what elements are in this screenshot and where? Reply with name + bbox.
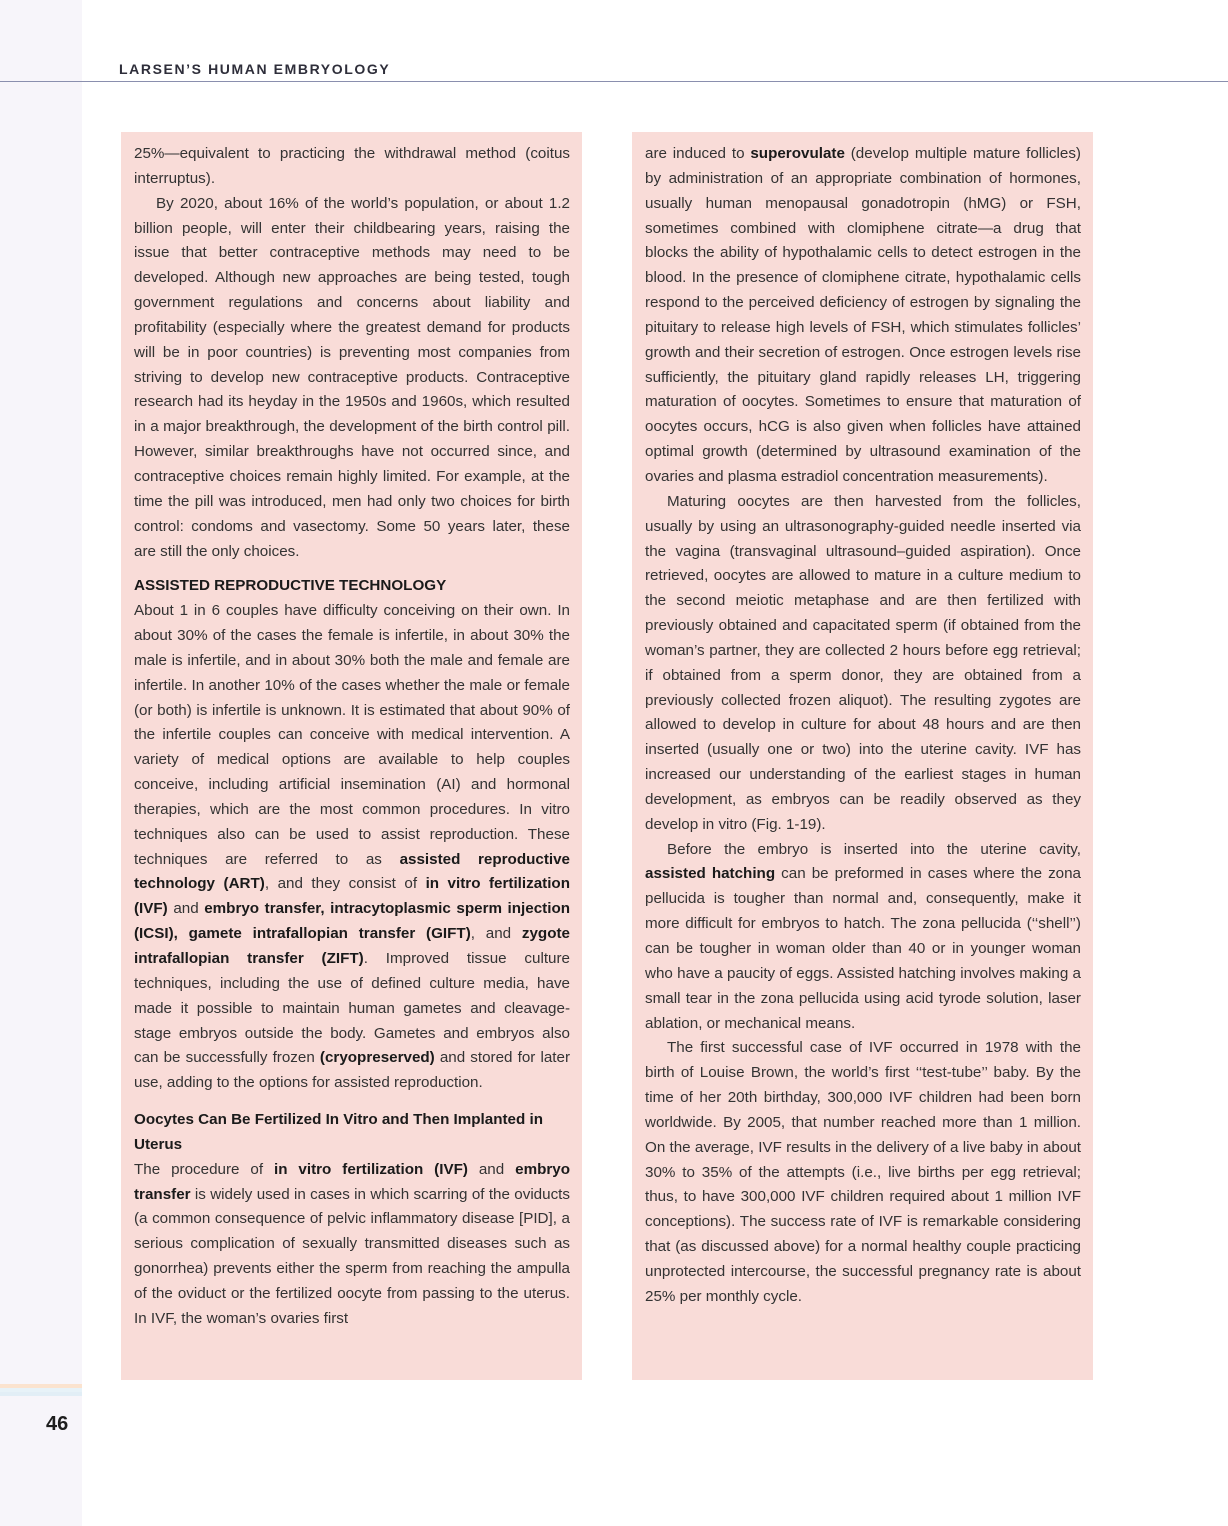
page-number: 46 xyxy=(46,1413,69,1435)
paragraph: The procedure of in vitro fertilization (IVF) and embryo transfer is widely used in cases in which scarring of the oviducts (a common consequence of pelvic inflammatory disease [PID], a serious complication of sexually transmitted diseases such as gonorrhea) prevents either the sperm from reaching the ampulla of the oviduct or the fertilized oocyte from passing to the uterus. In IVF, the woman’s ovaries first xyxy=(134,1160,571,1327)
key-term: assisted hatching xyxy=(645,865,776,883)
key-term: in vitro fertilization (IVF) xyxy=(274,1160,468,1178)
left-text-column xyxy=(121,132,582,1380)
section-heading: ASSISTED REPRODUCTIVE TECHNOLOGY xyxy=(134,577,447,595)
right-text-column xyxy=(632,132,1093,1380)
subsection-heading: Oocytes Can Be Fertilized In Vitro and Then Implanted in Uterus xyxy=(134,1111,544,1153)
page-margin-strip xyxy=(0,0,82,1526)
paragraph: are induced to superovulate (develop multiple mature follicles) by administration of an appropriate combination of hormones, usually human menopausal gonadotropin (hMG) or FSH, sometimes combined with clomiphene citrate—a drug that blocks the ability of hypothalamic cells to detect estrogen in the blood. In the presence of clomiphene citrate, hypothalamic cells respond to the perceived deficiency of estrogen by signaling the pituitary to release high levels of FSH, which stimulates follicles’ growth and their secretion of estrogen. Once estrogen levels rise sufficiently, the pituitary gland rapidly releases LH, triggering maturation of oocytes. Sometimes to ensure that maturation of oocytes occurs, hCG is also given when follicles have attained optimal growth (determined by ultrasound examination of the ovaries and plasma estradiol concentration measurements). xyxy=(645,145,1081,485)
key-term: in vitro fertilization (IVF) xyxy=(134,875,570,918)
key-term: zygote intrafallopian transfer (ZIFT) xyxy=(134,925,570,967)
paragraph: The first successful case of IVF occurred in 1978 with the birth of Louise Brown, the world’s first ‘‘test-tube’’ baby. By the time of her 20th birthday, 300,000 IVF children had been born worldwide. By 2005, that number reached more than 1 million. On the average, IVF results in the delivery of a live baby in about 30% to 35% of the attempts (i.e., live births per egg retrieval; thus, to have 300,000 IVF children required about 1 million IVF conceptions). The success rate of IVF is remarkable considering that (as discussed above) for a normal healthy couple practicing unprotected intercourse, the successful pregnancy rate is about 25% per monthly cycle. xyxy=(645,1039,1081,1305)
key-term: embryo transfer, intracytoplasmic sperm injection (ICSI), gamete intrafallopian transfer (GIFT) xyxy=(134,900,570,943)
paragraph: Maturing oocytes are then harvested from the follicles, usually by using an ultrasonography-guided needle inserted via the vagina (transvaginal ultrasound–guided aspiration). Once retrieved, oocytes are allowed to mature in a culture medium to the second meiotic metaphase and are then fertilized with previously obtained and capacitated sperm (if obtained from the woman’s partner, they are collected 2 hours before egg retrieval; if obtained from a sperm donor, they are obtained from a previously collected frozen aliquot). The resulting zygotes are allowed to develop in culture for about 48 hours and are then inserted (usually one or two) into the uterine cavity. IVF has increased our understanding of the earliest stages in human development, as embryos can be readily observed as they develop in vitro (Fig. 1-19). xyxy=(645,492,1081,833)
running-head: LARSEN’S HUMAN EMBRYOLOGY xyxy=(119,61,391,77)
margin-stripe xyxy=(0,1392,82,1396)
key-term: superovulate xyxy=(750,145,845,162)
paragraph: Before the embryo is inserted into the uterine cavity, assisted hatching can be preformed in cases where the zona pellucida is tougher than normal and, consequently, make it more difficult for embryos to hatch. The zona pellucida (‘‘shell’’) can be tougher in woman older than 40 or in younger woman who have a paucity of eggs. Assisted hatching involves making a small tear in the zona pellucida using acid tyrode solution, laser ablation, or mechanical means. xyxy=(645,840,1081,1032)
key-term: (cryopreserved) xyxy=(319,1049,435,1067)
paragraph: About 1 in 6 couples have difficulty conceiving on their own. In about 30% of the cases the female is infertile, in about 30% the male is infertile, and in about 30% both the male and female are infertile. In another 10% of the cases whether the male or female (or both) is infertile is unknown. It is estimated that about 90% of the infertile couples can conceive with medical intervention. A variety of medical options are available to help couples conceive, including artificial insemination (AI) and hormonal therapies, which are the most common procedures. In vitro techniques also can be used to assist reproduction. These techniques are referred to as assisted reproductive technology (ART), and they consist of in vitro fertilization (IVF) and embryo transfer, intracytoplasmic sperm injection (ICSI), gamete intrafallopian transfer (GIFT), and zygote intrafallopian transfer (ZIFT). Improved tissue culture techniques, including the use of defined culture media, have made it possible to maintain human gametes and cleavage-stage embryos outside the body. Gametes and embryos also can be successfully frozen (cryopreserved) and stored for later use, adding to the options for assisted reproduction. xyxy=(134,602,571,1092)
key-term: embryo transfer xyxy=(134,1160,571,1203)
margin-color-stripes xyxy=(0,1384,82,1396)
paragraph: By 2020, about 16% of the world’s population, or about 1.2 billion people, will enter their childbearing years, raising the issue that better contraceptive methods may need to be developed. Although new approaches are being tested, tough government regulations and concerns about liability and profitability (especially where the greatest demand for products will be in poor countries) is preventing most companies from striving to develop new contraceptive products. Contraceptive research had its heyday in the 1950s and 1960s, which resulted in a major breakthrough, the development of the birth control pill. However, similar breakthroughs have not occurred since, and contraceptive choices remain highly limited. For example, at the time the pill was introduced, men had only two choices for birth control: condoms and vasectomy. Some 50 years later, these are still the only choices. xyxy=(134,194,570,560)
key-term: assisted reproductive technology (ART) xyxy=(134,850,570,893)
paragraph: 25%—equivalent to practicing the withdrawal method (coitus interruptus). xyxy=(134,145,570,187)
header-rule xyxy=(0,81,1228,82)
